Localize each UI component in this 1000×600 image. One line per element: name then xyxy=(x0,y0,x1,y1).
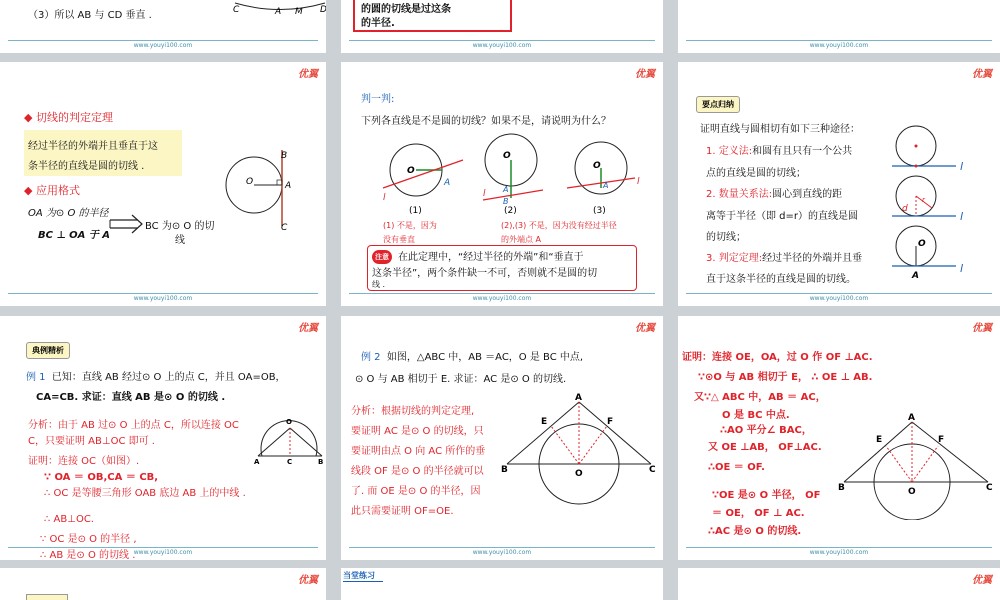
svg-text:C: C xyxy=(287,458,293,466)
footer-line xyxy=(8,40,318,41)
svg-text:l: l xyxy=(483,189,486,199)
brand-logo: 优翼 xyxy=(298,323,318,334)
slide-proof-2[interactable]: 优翼 证明：连接 OE，OA，过 O 作 OF ⊥AC. ∵⊙O 与 AB 相切于 E， ∴ OE ⊥ AB. 又∵△ ABC 中，AB ＝ AC， O 是 BC 中点. ∴AO 平分∠ BAC， 又 OE ⊥AB， OF⊥AC. ∴OE ＝ OF. ∵OE 是⊙ O 半径， OF ＝ OE， OF ⊥ AC. ∴AC 是⊙ O 的切线. A B C O E F www.youyi100.com xyxy=(678,316,1000,560)
implies-arrow-icon xyxy=(108,212,146,238)
footer-line xyxy=(686,40,992,41)
tag-underline xyxy=(343,581,383,582)
svg-text:A: A xyxy=(254,458,260,466)
slide-bottom-right[interactable] xyxy=(678,568,1000,600)
svg-text:l: l xyxy=(960,262,964,275)
svg-text:M: M xyxy=(295,7,303,17)
slide-top-left[interactable] xyxy=(0,0,326,53)
note-badge: 注意 xyxy=(372,250,392,264)
footer-line xyxy=(686,547,992,548)
footer-url: www.youyi100.com xyxy=(133,295,193,302)
bullet-1 xyxy=(24,109,113,125)
footer-line xyxy=(8,293,318,294)
section-title: 判一判: xyxy=(361,94,395,105)
svg-text:l: l xyxy=(960,210,964,223)
footer-url: www.youyi100.com xyxy=(809,42,869,49)
brand-logo: 优翼 xyxy=(972,323,992,334)
note-box: 注意 在此定理中，“经过半径的外端”和“垂直于 这条半径”，两个条件缺一不可，否则就不是圆的切 线 . xyxy=(367,245,637,291)
svg-text:A: A xyxy=(285,181,292,191)
footer-url: www.youyi100.com xyxy=(472,295,532,302)
slide-top-right[interactable] xyxy=(678,0,1000,53)
question-text: 下列各直线是不是圆的切线？如果不是，请说明为什么？ xyxy=(361,116,611,127)
svg-text:A: A xyxy=(912,271,919,281)
slide-judge[interactable]: 优翼 判一判: 下列各直线是不是圆的切线？如果不是，请说明为什么？ O A l (1) O A B l (2) O A l (3) (1) 不是，因为 没有垂直 (2),(3) 不是，因为没有经过半径 的外端点 A 注意 在此定理中，“经过半径的外端”和“垂直于 这条半径”，两个条件缺一不可，否则就不是圆的切 线 . www.youyi100.com xyxy=(341,62,663,306)
svg-text:A: A xyxy=(908,413,915,423)
brand-logo: 优翼 xyxy=(635,323,655,334)
brand-logo: 优翼 xyxy=(635,69,655,80)
svg-text:F: F xyxy=(607,417,614,427)
footer-url: www.youyi100.com xyxy=(133,42,193,49)
slide-example-2[interactable]: 优翼 例 2 如图，△ABC 中，AB ＝AC，O 是 BC 中点, ⊙ O 与 AB 相切于 E. 求证：AC 是⊙ O 的切线. 分析：根据切线的判定定理, 要证明 AC 是⊙ O 的切线，只 要证明由点 O 向 AC 所作的垂 线段 OF 是⊙ O 的半径就可以 了. 而 OE 是⊙ O 的半径，因 此只需要证明 OF=OE. A B C O E F www.youyi100.com xyxy=(341,316,663,560)
svg-text:E: E xyxy=(541,417,548,427)
brand-logo: 优翼 xyxy=(972,69,992,80)
svg-text:C: C xyxy=(233,5,240,15)
bullet-2 xyxy=(24,182,80,198)
svg-text:B: B xyxy=(281,151,288,161)
svg-text:F: F xyxy=(938,435,945,445)
svg-text:O: O xyxy=(407,166,415,176)
svg-text:(1): (1) xyxy=(409,206,422,216)
svg-text:A: A xyxy=(603,181,609,190)
svg-text:O: O xyxy=(918,239,926,249)
svg-text:D: D xyxy=(320,5,327,15)
svg-text:l: l xyxy=(637,177,640,187)
diamond-icon: ◆ xyxy=(24,111,33,124)
footer-line xyxy=(8,547,318,548)
svg-text:r: r xyxy=(922,196,925,204)
svg-text:A: A xyxy=(503,185,509,194)
footer-line xyxy=(349,40,655,41)
svg-text:l: l xyxy=(383,193,386,203)
svg-text:B: B xyxy=(838,483,845,493)
heading-format: 应用格式 xyxy=(35,184,80,197)
section-tag: 当堂练习 xyxy=(343,571,375,580)
slide-top-mid[interactable] xyxy=(341,0,663,53)
example1-diagram xyxy=(254,412,326,472)
proof2-diagram xyxy=(838,410,998,520)
slide-theorem[interactable]: 优翼 ◆ 切线的判定定理 经过半径的外端并且垂直于这 条半径的直线是圆的切线 . ◆ 应用格式 OA 为⊙ O 的半径 BC ⊥ OA 于 A BC 为⊙ O 的切 线 O A B C www.youyi100.com xyxy=(0,62,326,306)
tangent-diagram xyxy=(218,146,298,236)
footer-url: www.youyi100.com xyxy=(472,42,532,49)
slide-example-1[interactable]: 优翼 典例精析 例 1 已知：直线 AB 经过⊙ O 上的点 C，并且 OA=OB， CA=CB. 求证：直线 AB 是⊙ O 的切线 . 分析：由于 AB 过⊙ O 上的点 C，所以连接 OC C，只要证明 AB⊥OC 即可 . 证明：连接 OC（如图）. ∵ OA ＝ OB,CA ＝ CB, ∴ OC 是等腰三角形 OAB 底边 AB 上的中线 . ∴ AB⊥OC. ∵ OC 是⊙ O 的半径 , ∴ AB 是⊙ O 的切线 . O A C B www.youyi100.com xyxy=(0,316,326,560)
diamond-icon: ◆ xyxy=(24,184,33,197)
footer-line xyxy=(686,293,992,294)
svg-text:B: B xyxy=(503,197,509,206)
svg-text:d: d xyxy=(902,204,908,214)
svg-text:E: E xyxy=(876,435,883,445)
svg-text:C: C xyxy=(649,465,656,475)
circle-diagram xyxy=(225,0,326,20)
svg-text:B: B xyxy=(501,465,508,475)
footer-url: www.youyi100.com xyxy=(809,295,869,302)
three-methods-diagram xyxy=(888,122,978,282)
svg-text:O: O xyxy=(503,151,511,161)
summary-tag: 要点归纳 xyxy=(696,96,740,113)
svg-text:(2): (2) xyxy=(504,206,517,216)
example2-diagram xyxy=(501,390,661,510)
svg-text:B: B xyxy=(318,458,324,466)
brand-logo: 优翼 xyxy=(298,69,318,80)
svg-text:C: C xyxy=(986,483,993,493)
highlight-box: 的圆的切线是过这条 的半径. xyxy=(353,0,512,32)
svg-text:A: A xyxy=(575,393,582,403)
svg-text:O: O xyxy=(593,161,601,171)
footer-url: www.youyi100.com xyxy=(472,549,532,556)
heading-theorem: 切线的判定定理 xyxy=(35,111,113,124)
slide-bottom-left[interactable] xyxy=(0,568,326,600)
slide-summary[interactable]: 优翼 要点归纳 证明直线与圆相切有如下三种途径： 1. 定义法:和圆有且只有一个公共 点的直线是圆的切线； 2. 数量关系法:圆心到直线的距 离等于半径（即 d=r）的直线是圆 的切线； 3. 判定定理:经过半径的外端并且垂 直于这条半径的直线是圆的切线。 l d r l O A l www.youyi100.com xyxy=(678,62,1000,306)
slide-bottom-mid[interactable] xyxy=(341,568,663,600)
svg-text:O: O xyxy=(286,418,292,426)
svg-text:l: l xyxy=(960,160,964,173)
footer-line xyxy=(349,293,655,294)
brand-logo: 优翼 xyxy=(298,575,318,586)
svg-text:C: C xyxy=(281,223,288,233)
svg-text:O: O xyxy=(908,487,916,497)
footer-line xyxy=(349,547,655,548)
footer-url: www.youyi100.com xyxy=(809,549,869,556)
example-tag: 典例精析 xyxy=(26,342,70,359)
slide-text: （3）所以 AB 与 CD 垂直 . xyxy=(28,10,152,21)
svg-text:O: O xyxy=(575,469,583,479)
svg-text:A: A xyxy=(275,7,282,17)
svg-text:O: O xyxy=(246,177,254,187)
theorem-box: 经过半径的外端并且垂直于这 条半径的直线是圆的切线 . xyxy=(24,130,182,176)
svg-text:(3): (3) xyxy=(593,206,606,216)
tag-stub xyxy=(26,594,68,600)
brand-logo: 优翼 xyxy=(972,575,992,586)
svg-text:A: A xyxy=(444,178,451,188)
footer-url: www.youyi100.com xyxy=(133,549,193,556)
